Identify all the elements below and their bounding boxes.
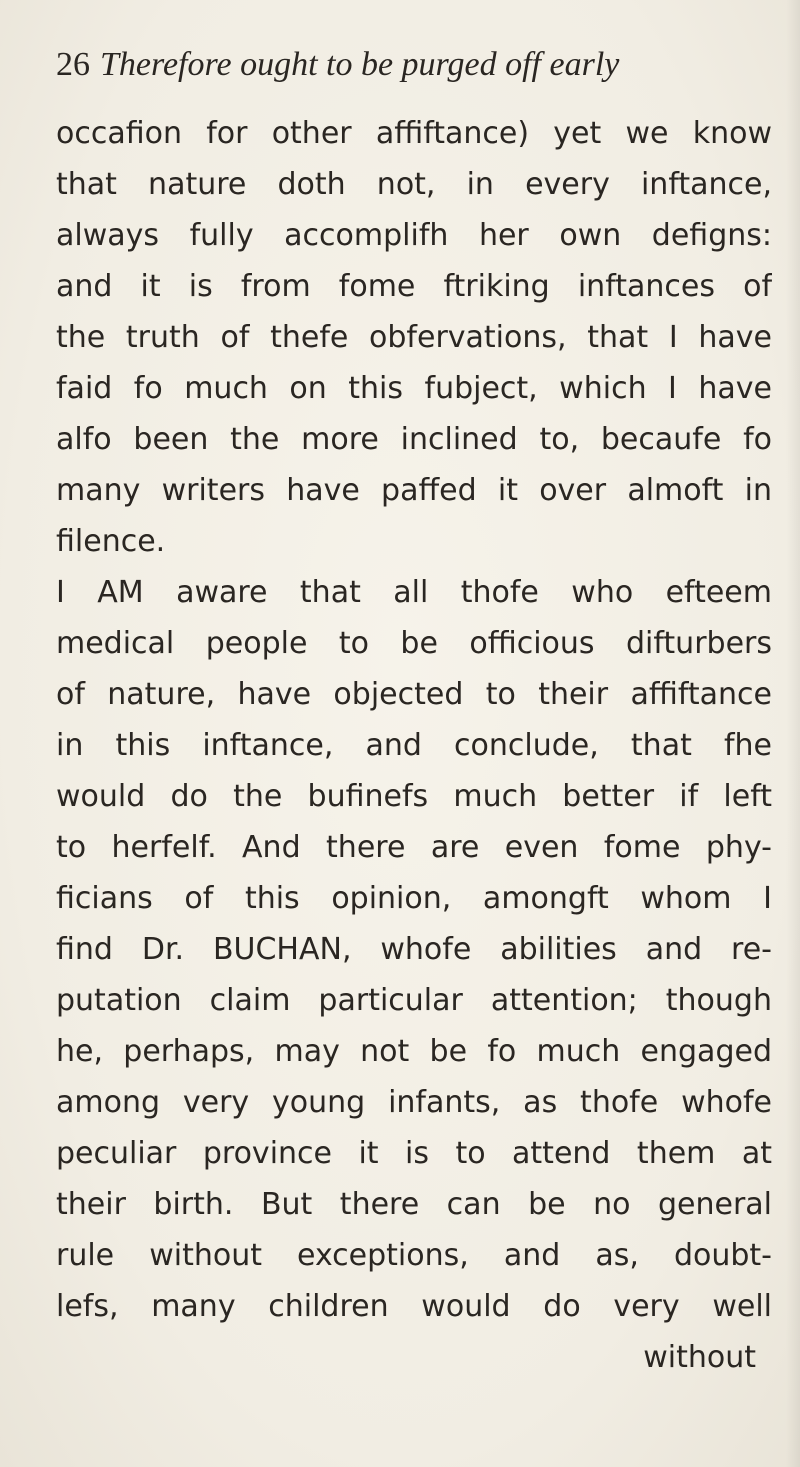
- text-line: peculiar province it is to attend them at: [56, 1136, 772, 1171]
- paragraph-end-line: filence.: [56, 524, 166, 559]
- text-line: putation claim particular attention; though: [56, 983, 772, 1018]
- catchword: without: [643, 1340, 756, 1375]
- text-line: occafion for other affiftance) yet we know: [56, 116, 772, 151]
- text-line: he, perhaps, may not be fo much engaged: [56, 1034, 772, 1069]
- text-line: alfo been the more inclined to, becaufe fo: [56, 422, 772, 457]
- page-number: 26: [56, 46, 90, 83]
- text-line: many writers have paffed it over almoft in: [56, 473, 772, 508]
- text-line: lefs, many children would do very well: [56, 1289, 772, 1324]
- page-header: [56, 46, 756, 96]
- text-line: faid fo much on this fubject, which I have: [56, 371, 772, 406]
- page-edge-shadow: [786, 0, 800, 1467]
- text-line: to herfelf. And there are even fome phy-: [56, 830, 772, 865]
- text-line: ficians of this opinion, amongft whom I: [56, 881, 772, 916]
- text-line: that nature doth not, in every inftance,: [56, 167, 772, 202]
- body-text: [56, 108, 772, 1383]
- text-line: always fully accomplifh her own defigns:: [56, 218, 772, 253]
- text-line: among very young infants, as thofe whofe: [56, 1085, 772, 1120]
- text-line: rule without exceptions, and as, doubt-: [56, 1238, 772, 1273]
- text-line: would do the bufinefs much better if left: [56, 779, 772, 814]
- text-line: their birth. But there can be no general: [56, 1187, 772, 1222]
- text-line: the truth of thefe obfervations, that I have: [56, 320, 772, 355]
- text-line: in this inftance, and conclude, that fhe: [56, 728, 772, 763]
- text-line: I AM aware that all thofe who efteem: [56, 575, 772, 610]
- text-line: find Dr. BUCHAN, whofe abilities and re-: [56, 932, 772, 967]
- text-line: medical people to be officious difturbers: [56, 626, 772, 661]
- text-line: and it is from fome ftriking inftances of: [56, 269, 772, 304]
- text-line: of nature, have objected to their affiftance: [56, 677, 772, 712]
- running-head: Therefore ought to be purged off early: [100, 46, 620, 83]
